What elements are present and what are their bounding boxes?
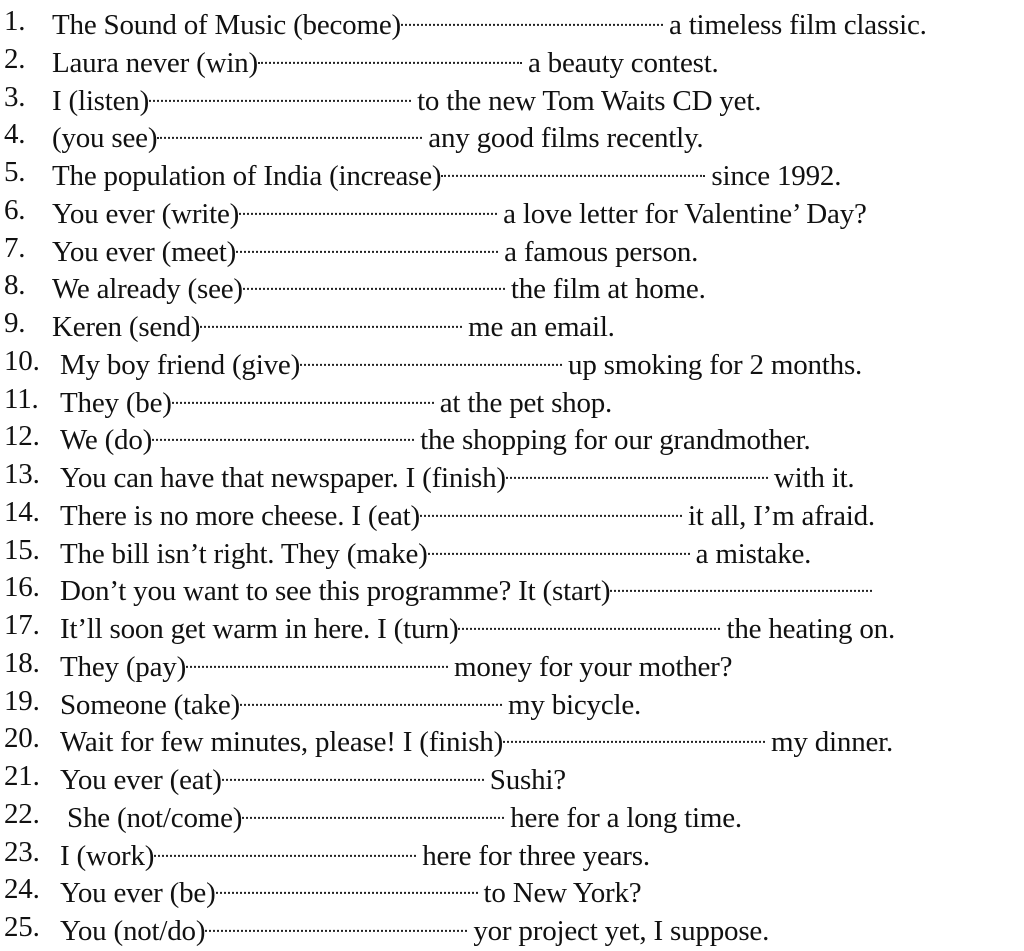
item-number: 20. — [4, 722, 40, 755]
item-number: 18. — [4, 646, 40, 679]
item-continuation: my bicycle. — [508, 688, 642, 721]
item-continuation: here for a long time. — [510, 801, 742, 834]
item-continuation: yor project yet, I suppose. — [473, 915, 770, 947]
answer-blank[interactable] — [157, 108, 422, 139]
item-prompt: (you see) — [52, 122, 158, 155]
exercise-item-23 — [0, 834, 1024, 872]
exercise-item-25 — [0, 909, 1024, 947]
item-continuation: me an email. — [468, 311, 615, 343]
item-number: 17. — [4, 609, 40, 641]
answer-blank[interactable] — [216, 863, 478, 894]
item-prompt: My boy friend (give) — [60, 348, 301, 381]
item-continuation: a love letter for Valentine’ Day? — [503, 197, 867, 230]
answer-blank[interactable] — [152, 410, 414, 441]
item-continuation: any good films recently. — [428, 122, 704, 155]
item-number: 16. — [4, 571, 40, 604]
item-number: 24. — [4, 873, 40, 906]
item-prompt: Wait for few minutes, please! I (finish) — [60, 726, 504, 759]
item-continuation: a beauty contest. — [527, 46, 719, 79]
item-continuation: my dinner. — [771, 726, 894, 759]
item-number: 15. — [4, 533, 40, 566]
item-prompt: You ever (eat) — [60, 764, 222, 796]
item-continuation: the film at home. — [510, 273, 706, 306]
item-prompt: The population of India (increase) — [52, 160, 442, 192]
answer-blank[interactable] — [236, 221, 498, 252]
item-prompt: Laura never (win) — [52, 46, 258, 79]
item-continuation: a timeless film classic. — [668, 9, 927, 41]
answer-blank[interactable] — [258, 33, 522, 64]
item-number: 2. — [4, 42, 26, 75]
exercise-item-24 — [0, 871, 1024, 909]
item-continuation: the heating on. — [726, 613, 896, 645]
item-prompt: We already (see) — [52, 273, 243, 306]
item-continuation: Sushi? — [489, 764, 566, 796]
item-number: 4. — [4, 118, 26, 151]
item-continuation: since 1992. — [711, 160, 842, 192]
item-prompt: We (do) — [60, 424, 153, 457]
exercise-item-8 — [0, 267, 1024, 305]
item-continuation: up smoking for 2 months. — [568, 348, 863, 381]
exercise-item-7 — [0, 230, 1024, 268]
item-continuation: at the pet shop. — [439, 386, 613, 419]
answer-blank[interactable] — [420, 486, 682, 517]
item-prompt: There is no more cheese. I (eat) — [60, 499, 420, 532]
item-number: 5. — [4, 156, 26, 188]
answer-blank[interactable] — [240, 674, 502, 705]
item-prompt: It’ll soon get warm in here. I (turn) — [60, 613, 459, 645]
answer-blank[interactable] — [154, 825, 416, 856]
answer-blank[interactable] — [200, 297, 462, 328]
exercise-item-21 — [0, 758, 1024, 796]
answer-blank[interactable] — [503, 712, 765, 743]
item-prompt: You ever (be) — [60, 877, 216, 910]
item-number: 14. — [4, 495, 40, 528]
item-number: 23. — [4, 835, 40, 868]
item-number: 7. — [4, 231, 26, 264]
answer-blank[interactable] — [300, 335, 562, 366]
item-prompt: You ever (meet) — [52, 235, 237, 268]
item-prompt: The bill isn’t right. They (make) — [60, 537, 428, 570]
exercise-item-18 — [0, 645, 1024, 683]
item-number: 25. — [4, 911, 40, 943]
answer-blank[interactable] — [186, 637, 448, 668]
exercise-item-17 — [0, 607, 1024, 645]
item-number: 21. — [4, 760, 40, 792]
answer-blank[interactable] — [242, 788, 504, 819]
item-number: 10. — [4, 344, 40, 377]
answer-blank[interactable] — [222, 750, 484, 781]
answer-blank[interactable] — [428, 523, 690, 554]
answer-blank[interactable] — [149, 70, 411, 101]
item-prompt: Don’t you want to see this programme? It (start) — [60, 575, 611, 608]
item-number: 9. — [4, 307, 26, 339]
item-prompt: Keren (send) — [52, 311, 201, 343]
item-prompt: You can have that newspaper. I (finish) — [60, 462, 506, 494]
answer-blank[interactable] — [458, 599, 720, 630]
item-number: 8. — [4, 269, 26, 302]
item-number: 19. — [4, 684, 40, 717]
item-number: 12. — [4, 420, 40, 453]
item-prompt: They (be) — [60, 386, 172, 419]
item-prompt: She (not/come) — [60, 801, 243, 834]
item-prompt: The Sound of Music (become) — [52, 9, 401, 41]
item-prompt: You ever (write) — [52, 197, 240, 230]
item-number: 22. — [4, 797, 40, 830]
item-continuation: to New York? — [483, 877, 642, 910]
item-prompt: They (pay) — [60, 650, 187, 683]
item-number: 6. — [4, 193, 26, 226]
item-continuation: with it. — [773, 462, 855, 494]
item-continuation: the shopping for our grandmother. — [420, 424, 811, 457]
exercise-item-6 — [0, 192, 1024, 230]
answer-blank[interactable] — [441, 146, 705, 177]
item-prompt: I (work) — [60, 839, 155, 872]
answer-blank[interactable] — [401, 0, 663, 26]
item-body — [60, 909, 769, 951]
item-continuation: money for your mother? — [454, 650, 733, 683]
item-continuation: to the new Tom Waits CD yet. — [417, 84, 762, 117]
item-continuation: it all, I’m afraid. — [687, 499, 875, 532]
exercise-item-10 — [0, 343, 1024, 381]
answer-blank[interactable] — [172, 372, 434, 403]
item-continuation: a famous person. — [504, 235, 699, 268]
item-continuation: here for three years. — [422, 839, 650, 872]
item-prompt: Someone (take) — [60, 688, 240, 721]
item-prompt: You (not/do) — [60, 915, 206, 947]
item-number: 3. — [4, 80, 26, 113]
exercise-item-20 — [0, 720, 1024, 758]
item-number: 11. — [4, 382, 39, 415]
answer-blank[interactable] — [506, 448, 768, 479]
answer-blank[interactable] — [239, 184, 497, 215]
item-continuation: a mistake. — [695, 537, 812, 570]
answer-blank[interactable] — [205, 901, 467, 932]
item-number: 1. — [4, 5, 26, 37]
item-prompt: I (listen) — [52, 84, 150, 117]
item-number: 13. — [4, 458, 40, 490]
answer-blank[interactable] — [610, 561, 872, 592]
exercise-item-5 — [0, 154, 1024, 192]
exercise-item-3 — [0, 79, 1024, 117]
answer-blank[interactable] — [243, 259, 505, 290]
exercise-list — [0, 3, 1024, 947]
